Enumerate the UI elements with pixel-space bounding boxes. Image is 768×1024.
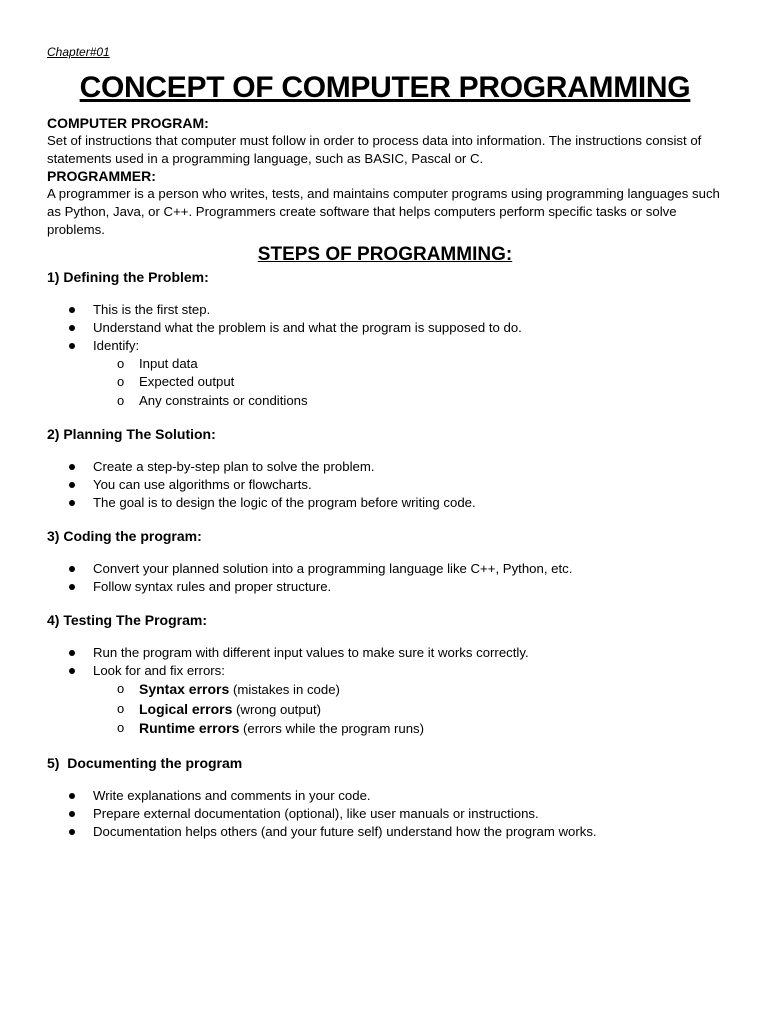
sub-list-item-text: Expected output — [139, 374, 235, 390]
error-types-sub-list — [93, 680, 723, 739]
sub-list-item — [47, 719, 723, 739]
list-item-text: Prepare external documentation (optional), like user manuals or instructions. — [93, 805, 539, 821]
step-5-section — [47, 753, 723, 841]
hollow-bullet-icon: o — [117, 374, 125, 390]
error-type-name: Syntax errors — [139, 681, 230, 698]
list-item-text: Create a step-by-step plan to solve the problem. — [93, 459, 375, 475]
bullet-icon — [69, 811, 75, 817]
error-type-description: (wrong output) — [232, 701, 322, 717]
chapter-label: Chapter#01 — [47, 45, 110, 59]
list-item — [47, 805, 723, 823]
list-item-text: Run the program with different input values to make sure it works correctly. — [93, 645, 529, 661]
bullet-icon — [69, 829, 75, 835]
list-item-text: This is the first step. — [93, 301, 211, 317]
bullet-icon — [69, 325, 75, 331]
document-page — [47, 40, 723, 855]
list-item-text: Follow syntax rules and proper structure. — [93, 579, 332, 595]
step-2-bullet-list — [47, 458, 723, 512]
bullet-icon — [69, 650, 75, 656]
error-type-name: Logical errors — [139, 700, 233, 717]
step-5-bullet-list — [47, 787, 723, 841]
hollow-bullet-icon: o — [117, 392, 125, 408]
bullet-icon — [69, 343, 75, 349]
step-2-section — [47, 424, 723, 512]
bullet-icon — [69, 566, 75, 572]
list-item — [47, 337, 723, 411]
computer-program-heading: COMPUTER PROGRAM: — [47, 115, 209, 131]
programmer-definition: A programmer is a person who writes, tests, and maintains computer programs using programming languages such as Python, Java, or C++. Programmers create software that helps computers perform specific tasks or solve problems. — [47, 186, 720, 237]
step-4-section — [47, 610, 723, 739]
list-item-text: You can use algorithms or flowcharts. — [93, 477, 312, 493]
step-heading: 3) Coding the program: — [47, 528, 202, 545]
bullet-icon — [69, 584, 75, 590]
list-item-text: Convert your planned solution into a programming language like C++, Python, etc. — [93, 561, 573, 577]
list-item — [47, 644, 723, 662]
list-item-text: Write explanations and comments in your code. — [93, 787, 371, 803]
step-heading: 4) Testing The Program: — [47, 612, 207, 629]
sub-list-item — [47, 700, 723, 720]
bullet-icon — [69, 482, 75, 488]
hollow-bullet-icon: o — [117, 355, 125, 371]
hollow-bullet-icon: o — [117, 700, 125, 716]
hollow-bullet-icon: o — [117, 681, 125, 697]
computer-program-definition: Set of instructions that computer must follow in order to process data into information. The instructions consist of statements used in a programming language, such as BASIC, Pascal or C. — [47, 133, 702, 166]
sub-list-item-text: Input data — [139, 355, 198, 371]
list-item-text: Look for and fix errors: — [93, 663, 225, 679]
list-item — [47, 301, 723, 319]
list-item-text: Identify: — [93, 337, 140, 353]
bullet-icon — [69, 464, 75, 470]
step-heading: 1) Defining the Problem: — [47, 268, 209, 285]
error-type-description: (mistakes in code) — [229, 682, 340, 698]
list-item-text: The goal is to design the logic of the program before writing code. — [93, 495, 476, 511]
list-item — [47, 787, 723, 805]
bullet-icon — [69, 500, 75, 506]
list-item — [47, 662, 723, 739]
bullet-icon — [69, 668, 75, 674]
sub-list-item-text: Any constraints or conditions — [139, 392, 308, 408]
document-title: CONCEPT OF COMPUTER PROGRAMMING — [79, 71, 691, 104]
step-1-section — [47, 267, 723, 411]
list-item — [47, 823, 723, 841]
hollow-bullet-icon: o — [117, 720, 125, 736]
sub-list-item — [47, 392, 723, 411]
step-1-bullet-list — [47, 301, 723, 411]
sub-list-item — [47, 680, 723, 700]
identify-sub-list — [93, 355, 723, 411]
list-item — [47, 578, 723, 596]
list-item — [47, 560, 723, 578]
steps-title: STEPS OF PROGRAMMING: — [257, 243, 513, 265]
step-3-bullet-list — [47, 560, 723, 596]
sub-list-item — [47, 355, 723, 374]
bullet-icon — [69, 307, 75, 313]
list-item — [47, 319, 723, 337]
list-item — [47, 476, 723, 494]
list-item — [47, 494, 723, 512]
step-4-bullet-list — [47, 644, 723, 739]
error-type-name: Runtime errors — [139, 720, 240, 737]
programmer-heading: PROGRAMMER: — [47, 168, 156, 185]
list-item-text: Understand what the problem is and what the program is supposed to do. — [93, 319, 522, 335]
step-3-section — [47, 526, 723, 596]
sub-list-item — [47, 373, 723, 392]
bullet-icon — [69, 793, 75, 799]
step-heading: 2) Planning The Solution: — [47, 426, 216, 443]
error-type-description: (errors while the program runs) — [239, 721, 425, 737]
list-item-text: Documentation helps others (and your future self) understand how the program works. — [93, 823, 597, 839]
step-heading: 5) Documenting the program — [47, 754, 243, 771]
list-item — [47, 458, 723, 476]
